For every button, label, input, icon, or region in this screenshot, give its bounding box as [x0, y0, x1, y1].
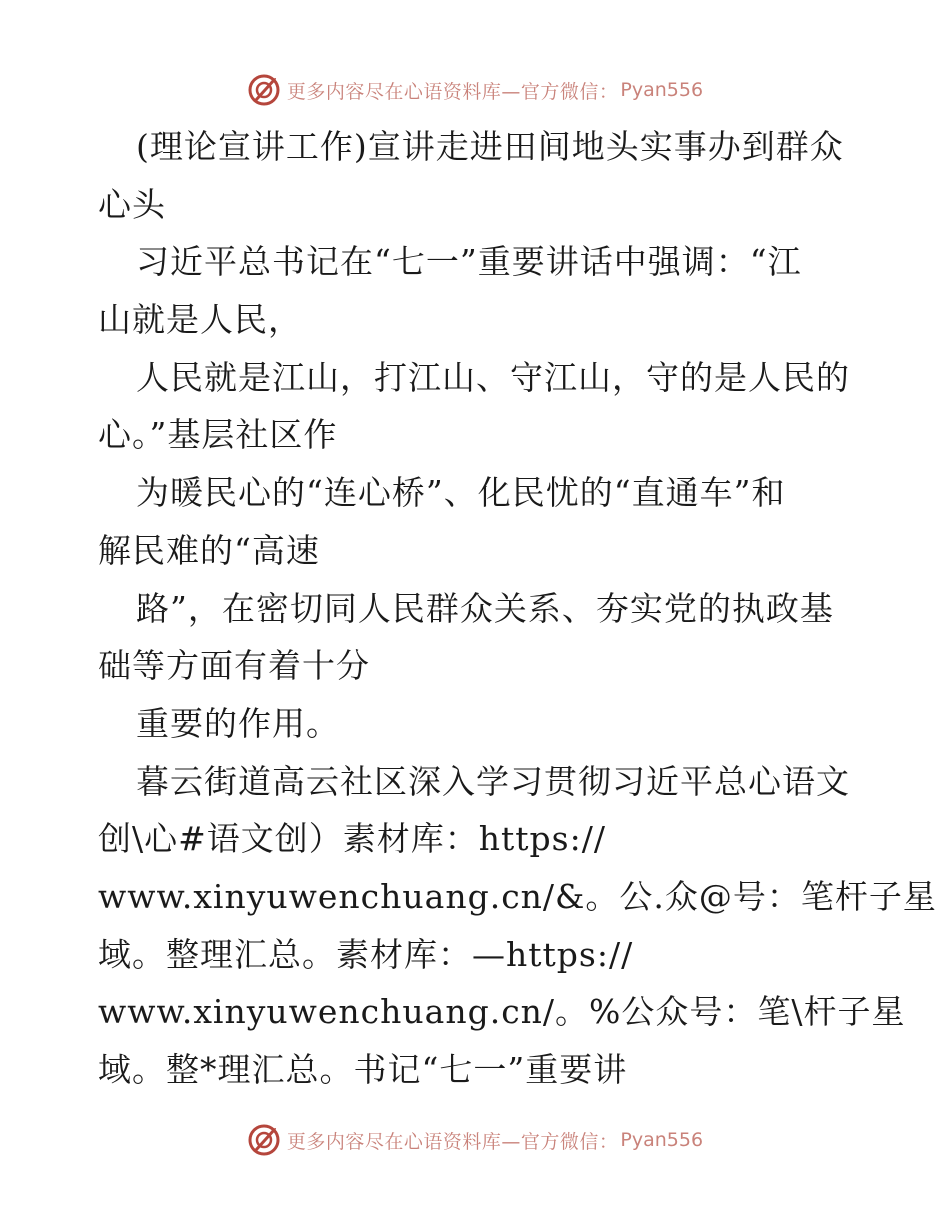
- text-line: 心。”基层社区作: [98, 415, 338, 455]
- text-line: (理论宣讲工作)宣讲走进田间地头实事办到群众: [136, 127, 844, 166]
- text-line: 暮云街道高云社区深入学习贯彻习近平总心语文: [136, 761, 850, 801]
- text-line: www.xinyuwenchuang.cn/。%公众号：笔\杆子星: [98, 992, 906, 1032]
- header-watermark: [0, 70, 950, 110]
- text-line: 为暖民心的“连心桥”、化民忧的“直通车”和: [136, 473, 786, 513]
- text-line: 域。整*理汇总。书记“七一”重要讲: [98, 1050, 628, 1089]
- brand-logo-icon: [247, 1123, 281, 1157]
- text-line: 础等方面有着十分: [98, 646, 370, 686]
- text-line: 路”，在密切同人民群众关系、夯实党的执政基: [136, 588, 834, 628]
- text-line: www.xinyuwenchuang.cn/&。公.众@号：笔杆子星: [98, 876, 937, 916]
- text-line: 域。整理汇总。素材库：—https://: [98, 934, 634, 974]
- watermark-text: 更多内容尽在心语资料库—官方微信：: [286, 80, 619, 103]
- watermark-text: 更多内容尽在心语资料库—官方微信：: [286, 1130, 619, 1153]
- text-line: 心头: [98, 184, 166, 224]
- watermark-wechat-id: Pyan556: [620, 79, 704, 101]
- document-body: [98, 118, 937, 1099]
- watermark-wechat-id: Pyan556: [620, 1129, 704, 1151]
- brand-logo-icon: [247, 73, 281, 107]
- text-line: 山就是人民，: [98, 300, 302, 340]
- text-line: 创\心#语文创）素材库：https://: [98, 819, 606, 859]
- text-line: 重要的作用。: [136, 703, 340, 743]
- text-line: 习近平总书记在“七一”重要讲话中强调：“江: [136, 242, 802, 282]
- footer-watermark: [0, 1120, 950, 1160]
- text-line: 人民就是江山，打江山、守江山，守的是人民的: [136, 357, 850, 397]
- text-line: 解民难的“高速: [98, 530, 320, 570]
